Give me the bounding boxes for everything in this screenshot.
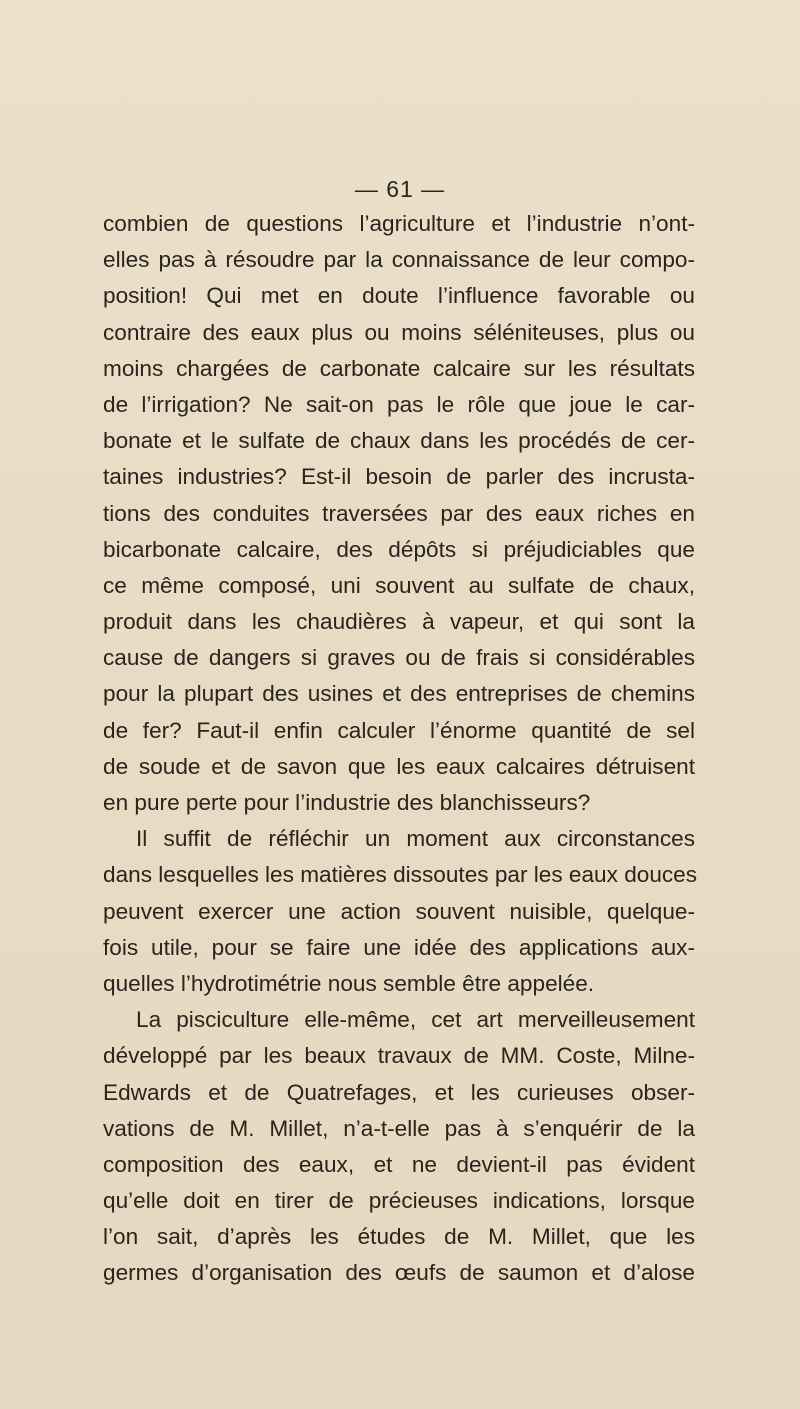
text-line: quelles l’hydrotimétrie nous semble être appelée. [103, 970, 595, 996]
text-line: peuvent exercer une action souvent nuisible, quelque- [103, 898, 695, 924]
text-line: fois utile, pour se faire une idée des applications aux- [103, 934, 695, 960]
text-line: de soude et de savon que les eaux calcaires détruisent [103, 753, 695, 779]
text-line: bonate et le sulfate de chaux dans les procédés de cer- [103, 428, 695, 454]
body-text [103, 206, 698, 1292]
text-line: dans lesquelles les matières dissoutes par les eaux douces [103, 862, 698, 888]
text-line: Il suffit de réfléchir un moment aux circonstances [136, 826, 695, 852]
text-line: contraire des eaux plus ou moins séléniteuses, plus ou [103, 319, 695, 345]
text-line: Edwards et de Quatrefages, et les curieuses obser- [103, 1079, 695, 1105]
text-line: germes d’organisation des œufs de saumon et d’alose [103, 1260, 695, 1286]
text-line: qu’elle doit en tirer de précieuses indications, lorsque [103, 1188, 695, 1214]
text-line: produit dans les chaudières à vapeur, et qui sont la [103, 609, 695, 635]
text-line: développé par les beaux travaux de MM. Coste, Milne- [103, 1043, 695, 1069]
text-line: tions des conduites traversées par des eaux riches en [103, 500, 695, 526]
text-line: vations de M. Millet, n’a-t-elle pas à s’enquérir de la [103, 1115, 695, 1141]
text-line: en pure perte pour l’industrie des blanchisseurs? [103, 790, 591, 815]
text-line: de l’irrigation? Ne sait-on pas le rôle que joue le car- [103, 391, 695, 417]
text-line: elles pas à résoudre par la connaissance de leur compo- [103, 247, 695, 273]
text-line: La pisciculture elle-même, cet art merveilleusement [136, 1007, 695, 1033]
page-number: — 61 — [354, 176, 446, 202]
text-line: bicarbonate calcaire, des dépôts si préjudiciables que [103, 536, 695, 562]
text-line: de fer? Faut-il enfin calculer l’énorme quantité de sel [103, 717, 695, 743]
text-line: moins chargées de carbonate calcaire sur les résultats [103, 355, 695, 381]
text-line: composition des eaux, et ne devient-il pas évident [103, 1151, 695, 1177]
text-line: pour la plupart des usines et des entreprises de chemins [103, 681, 695, 707]
text-line: position! Qui met en doute l’influence favorable ou [103, 283, 695, 309]
text-line: taines industries? Est-il besoin de parler des incrusta- [103, 464, 695, 490]
text-line: cause de dangers si graves ou de frais si considérables [103, 645, 695, 671]
text-line: ce même composé, uni souvent au sulfate de chaux, [103, 572, 695, 598]
text-line: l’on sait, d’après les études de M. Millet, que les [103, 1224, 695, 1250]
text-line: combien de questions l’agriculture et l’industrie n’ont- [103, 211, 695, 236]
